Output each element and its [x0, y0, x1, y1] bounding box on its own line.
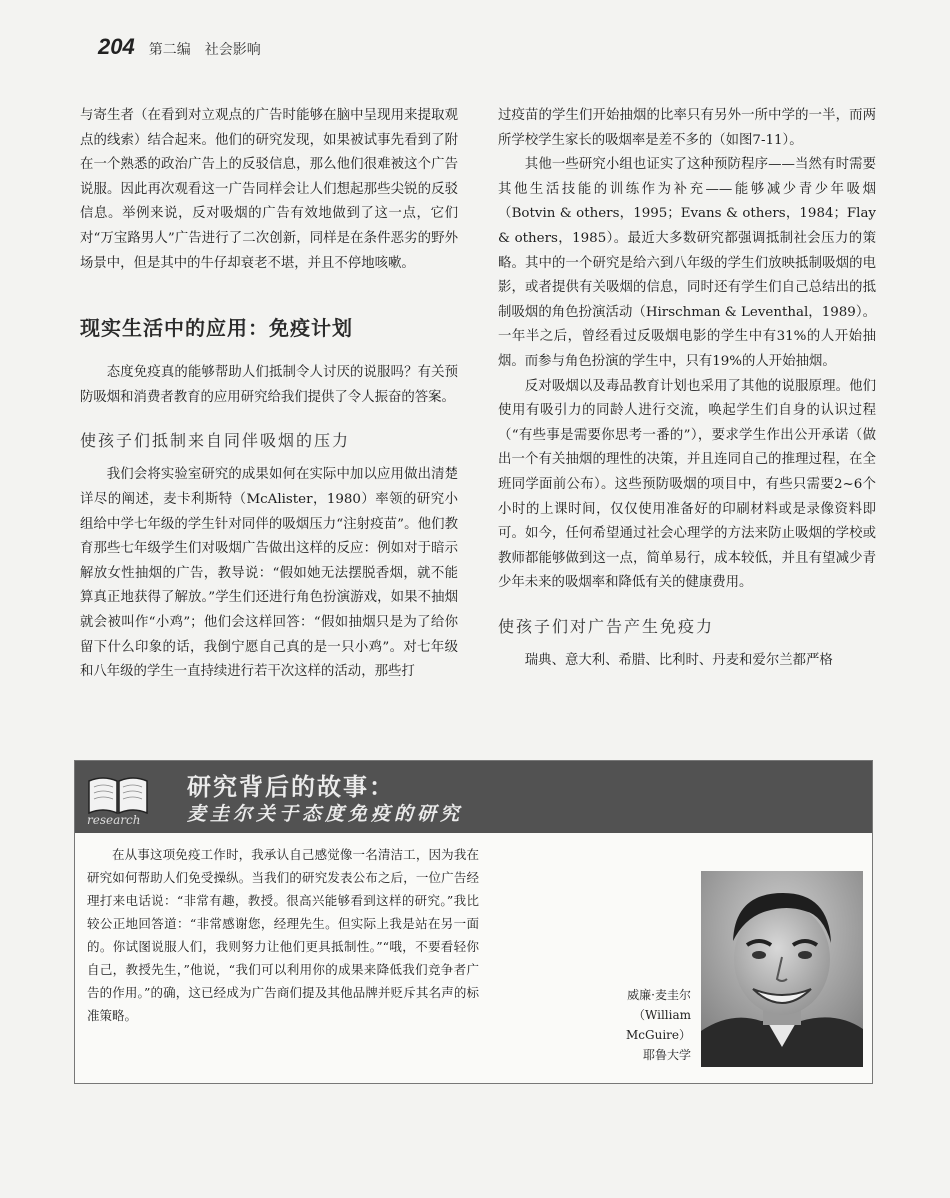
box-paragraph: 在从事这项免疫工作时，我承认自己感觉像一名清洁工，因为我在研究如何帮助人们免受操纵。当我们的研究发表公布之后，一位广告经理打来电话说：“非常有趣，教授。很高兴能够看到这样的研究。”我比较公正地回答道：“非常感谢您，经理先生。但实际上我是站在另一面的。你试图说服人们，我则努力让他们更具抵制性。”“哦，不要看轻你自己，教授先生，”他说，“我们可以利用你的成果来降低我们竞争者广告的作用。”的确，这已经成为广告商们提及其他品牌并贬斥其名声的标准策略。 — [87, 847, 479, 1023]
box-text — [87, 843, 479, 1027]
caption-english-name: （William McGuire） — [626, 1008, 691, 1042]
left-paragraph-3: 我们会将实验室研究的成果如何在实际中加以应用做出清楚详尽的阐述，麦卡利斯特（McAlister，1980）率领的研究小组给中学七年级的学生针对同伴的吸烟压力“注射疫苗”。他们教育那些七年级学生们对吸烟广告做出这样的反应：例如对于暗示解放女性抽烟的广告，教导说：“假如她无法摆脱香烟，就不能算真正地获得了解放。”学生们还进行角色扮演游戏，如果不抽烟就会被叫作“小鸡”；他们会这样回答：“假如抽烟只是为了给你留下什么印象的话，我倒宁愿自己真的是一只小鸡”。对七年级和八年级的学生一直持续进行若干次这样的活动，那些打 — [80, 467, 458, 680]
box-header — [75, 761, 872, 833]
right-paragraph-3: 反对吸烟以及毒品教育计划也采用了其他的说服原理。他们使用有吸引力的同龄人进行交流，唤起学生们自身的认识过程（“有些事是需要你思考一番的”），要求学生作出公开承诺（做出一个有关抽烟的理性的决策，并且连同自己的推理过程，在全班同学面前公布）。这些预防吸烟的项目中，有些只需要2~6个小时的上课时间，仅仅使用准备好的印刷材料或是录像资料即可。如今，任何希望通过社会心理学的方法来防止吸烟的学校或教师都能够做到这一点，简单易行，成本较低，并且有望减少青少年未来的吸烟率和降低有关的健康费用。 — [498, 378, 876, 591]
caption-name: 威廉·麦圭尔 — [627, 988, 691, 1002]
part-label: 第二编 — [148, 42, 191, 58]
page-number: 204 — [98, 34, 135, 59]
subheading-peer-pressure: 使孩子们抵制来自同伴吸烟的压力 — [80, 431, 351, 451]
right-paragraph-2: 其他一些研究小组也证实了这种预防程序——当然有时需要其他生活技能的训练作为补充——能够减少青少年吸烟（Botvin & others，1995；Evans & others，1984；Flay & others，1985）。最近大多数研究都强调抵制社会压力的策略。其中的一个研究是给六到八年级的学生们放映抵制吸烟的电影，或者提供有关吸烟的信息，同时还有学生们自己总结出的抵制吸烟的角色扮演活动（Hirschman & Leventhal，1989）。一年半之后，曾经看过反吸烟电影的学生中有31%的人开始抽烟。而参与角色扮演的学生中，只有19%的人开始抽烟。 — [498, 157, 876, 369]
portrait-image — [701, 871, 863, 1067]
research-story-box — [74, 760, 873, 1084]
research-label: research — [87, 813, 141, 827]
portrait-photo — [701, 871, 863, 1067]
chapter-label: 社会影响 — [204, 42, 261, 58]
right-paragraph-4: 瑞典、意大利、希腊、比利时、丹麦和爱尔兰都严格 — [524, 652, 833, 668]
box-subtitle: 麦圭尔关于态度免疫的研究 — [187, 803, 464, 825]
subheading-advertising: 使孩子们对广告产生免疫力 — [498, 616, 715, 636]
section-title: 现实生活中的应用：免疫计划 — [80, 316, 353, 341]
caption-affiliation: 耶鲁大学 — [642, 1048, 691, 1062]
page-header — [98, 34, 261, 64]
left-column — [80, 104, 458, 685]
right-column — [498, 104, 876, 673]
box-title: 研究背后的故事： — [187, 773, 395, 801]
left-paragraph-2: 态度免疫真的能够帮助人们抵制令人讨厌的说服吗？有关预防吸烟和消费者教育的应用研究给我们提供了令人振奋的答案。 — [80, 365, 458, 405]
left-paragraph-1: 与寄生者（在看到对立观点的广告时能够在脑中呈现用来提取观点的线索）结合起来。他们的研究发现，如果被试事先看到了附在一个熟悉的政治广告上的反驳信息，那么他们很难被这个广告说服。因此再次观看这一广告同样会让人们想起那些尖锐的反驳信息。举例来说，反对吸烟的广告有效地做到了这一点，它们对“万宝路男人”广告进行了二次创新，同样是在条件恶劣的野外场景中，但是其中的牛仔却衰老不堪，并且不停地咳嗽。 — [80, 108, 458, 271]
open-book-icon — [85, 773, 151, 817]
photo-caption — [575, 985, 691, 1065]
right-paragraph-1: 过疫苗的学生们开始抽烟的比率只有另外一所中学的一半，而两所学校学生家长的吸烟率是差不多的（如图7-11）。 — [498, 108, 876, 148]
